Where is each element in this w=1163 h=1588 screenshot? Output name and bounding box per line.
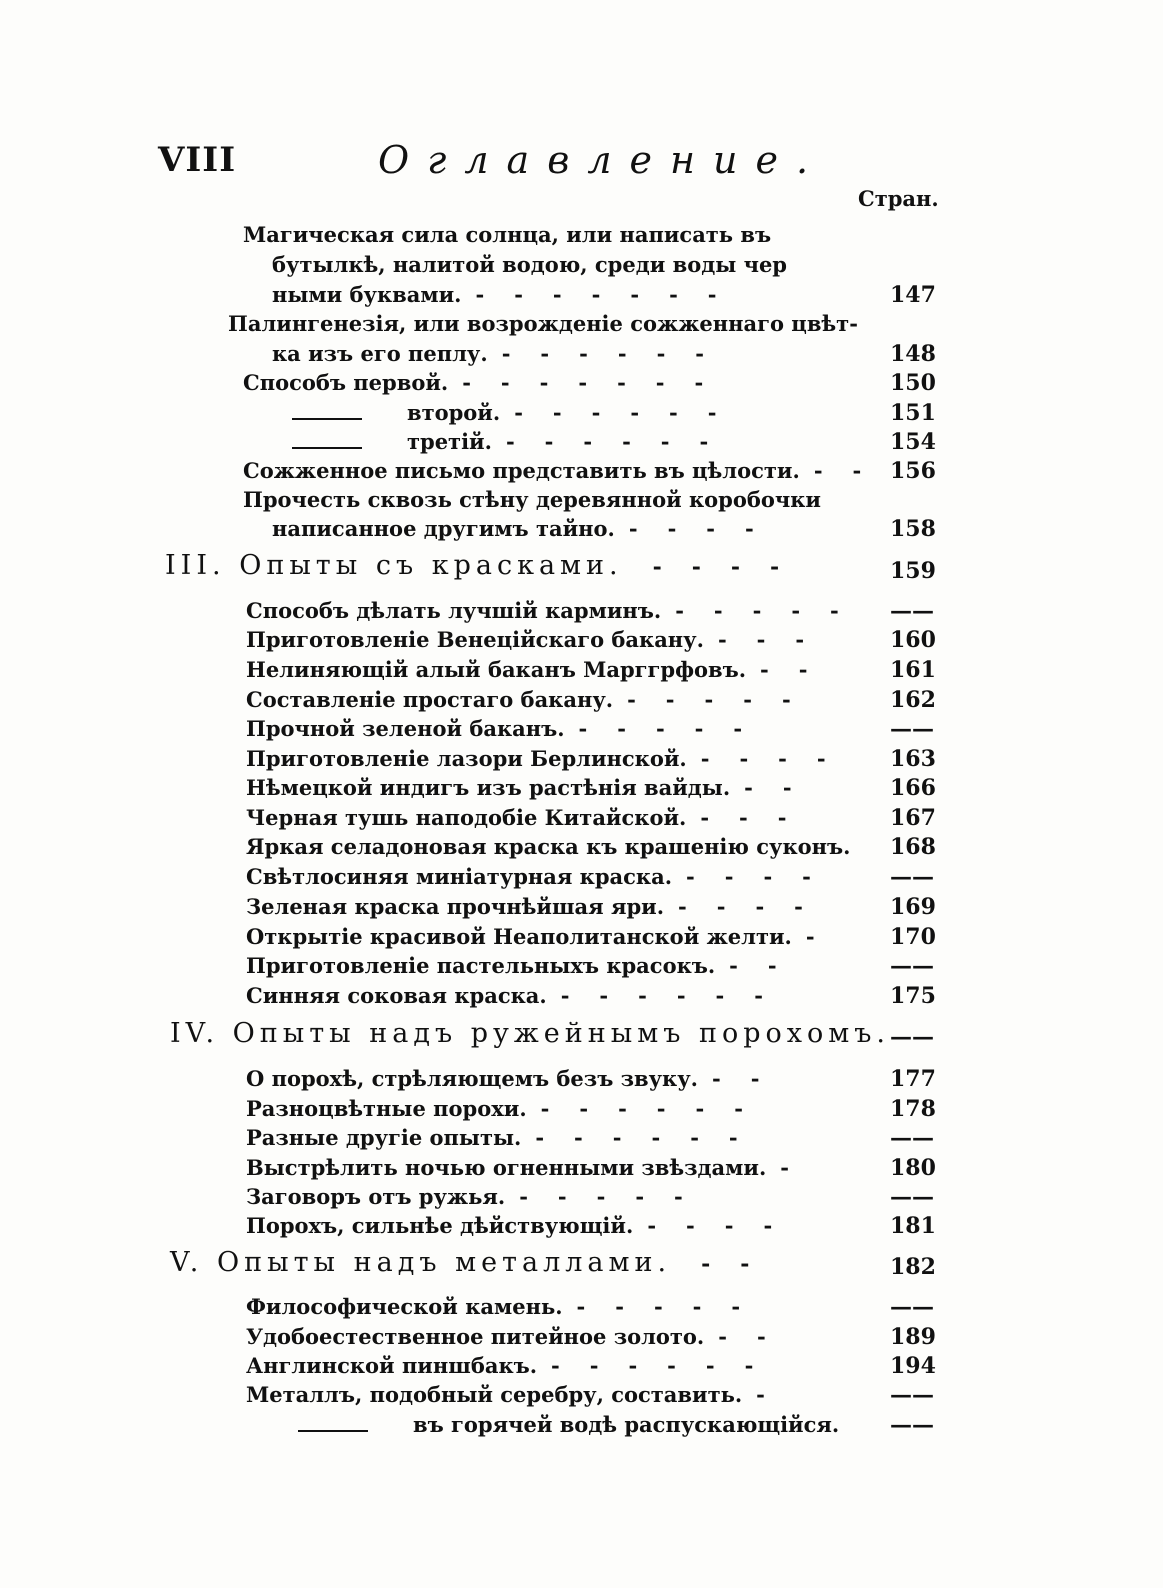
toc-entry: третій. ------ bbox=[292, 429, 872, 454]
toc-page-number: 154 bbox=[890, 429, 936, 455]
toc-entry-text: третій. bbox=[407, 429, 492, 454]
toc-entry-text: Удобоестественное питейное золото. bbox=[246, 1324, 705, 1349]
toc-entry-text: Приготовленіе Венеційскаго бакану. bbox=[246, 627, 704, 652]
toc-entry: ными буквами. ------- bbox=[272, 282, 747, 307]
section-number: III. bbox=[165, 550, 226, 581]
toc-entry: Способъ дѣлать лучшій карминъ. ----- bbox=[246, 598, 869, 623]
toc-page-number: —— bbox=[890, 1184, 934, 1210]
toc-entry-text: Разные другіе опыты. bbox=[246, 1125, 522, 1150]
toc-page-number: 194 bbox=[890, 1353, 936, 1379]
section-page-number: —— bbox=[890, 1024, 934, 1050]
toc-page-number: 180 bbox=[890, 1155, 936, 1181]
page-title: Оглавление. bbox=[378, 138, 827, 182]
toc-entry bbox=[246, 834, 886, 859]
ditto-dash bbox=[292, 418, 362, 420]
toc-page-number: —— bbox=[890, 598, 934, 624]
toc-entry: написанное другимъ тайно. ---- bbox=[272, 516, 784, 541]
toc-entry-text: Составленіе простаго бакану. bbox=[246, 687, 614, 712]
toc-page-number: 161 bbox=[890, 657, 936, 683]
toc-entry-text: Философической камень. bbox=[246, 1294, 563, 1319]
section-number: V. bbox=[170, 1247, 204, 1278]
toc-entry: Удобоестественное питейное золото. -- bbox=[246, 1324, 796, 1349]
toc-entry: Составленіе простаго бакану. ----- bbox=[246, 687, 821, 712]
section-title: Опыты съ красками. bbox=[239, 550, 623, 581]
toc-entry-text: О порохѣ, стрѣляющемъ безъ звуку. bbox=[246, 1066, 698, 1091]
toc-entry-text: Разноцвѣтные порохи. bbox=[246, 1096, 527, 1121]
toc-entry-text: Синняя соковая краска. bbox=[246, 983, 547, 1008]
toc-entry-text: Прочной зеленой баканъ. bbox=[246, 716, 565, 741]
toc-page-number: 170 bbox=[890, 924, 936, 950]
page-column-heading: Стран. bbox=[858, 186, 939, 211]
toc-page-number: 163 bbox=[890, 746, 936, 772]
toc-entry: Нелиняющій алый баканъ Марггрфовъ. -- bbox=[246, 657, 838, 682]
toc-entry-text: ка изъ его пеплу. bbox=[272, 341, 488, 366]
toc-entry: Черная тушь наподобіе Китайской. --- bbox=[246, 805, 817, 830]
toc-page-number: 156 bbox=[890, 458, 936, 484]
toc-page-number: 168 bbox=[890, 834, 936, 860]
toc-entry-text: Прочесть сквозь стѣну деревянной коробочки bbox=[243, 487, 821, 512]
toc-entry-text: Нѣмецкой индигъ изъ растѣнія вайды. bbox=[246, 775, 731, 800]
ditto-dash bbox=[292, 447, 362, 449]
toc-entry: ка изъ его пеплу. ------ bbox=[272, 341, 734, 366]
toc-page-number: 189 bbox=[890, 1324, 936, 1350]
toc-entry: Порохъ, сильнѣе дѣйствующій. ---- bbox=[246, 1213, 803, 1238]
toc-entry-text: написанное другимъ тайно. bbox=[272, 516, 615, 541]
toc-entry-text: Приготовленіе пастельныхъ красокъ. bbox=[246, 953, 716, 978]
toc-entry-text: бутылкѣ, налитой водою, среди воды чер bbox=[272, 252, 787, 277]
section-number: IV. bbox=[170, 1018, 220, 1049]
toc-entry-text: Нелиняющій алый баканъ Марггрфовъ. bbox=[246, 657, 747, 682]
toc-entry-text: Яркая селадоновая краска къ крашенію суконъ. bbox=[246, 834, 851, 859]
toc-page-number: 178 bbox=[890, 1096, 936, 1122]
toc-entry-text: Приготовленіе лазори Берлинской. bbox=[246, 746, 687, 771]
toc-entry-text: Сожженное письмо представить въ цѣлости. bbox=[243, 458, 800, 483]
toc-page-number: 177 bbox=[890, 1066, 936, 1092]
toc-page-number: 147 bbox=[890, 282, 936, 308]
toc-entry-text: Свѣтлосиняя миніатурная краска. bbox=[246, 864, 673, 889]
toc-page-number: —— bbox=[890, 1294, 934, 1320]
toc-entry: второй. ------ bbox=[292, 400, 872, 425]
toc-entry: Свѣтлосиняя миніатурная краска. ---- bbox=[246, 864, 841, 889]
toc-entry-text: Способъ первой. bbox=[243, 370, 449, 395]
toc-entry-text: въ горячей водѣ распускающійся. bbox=[413, 1412, 840, 1437]
toc-page-number: —— bbox=[890, 1125, 934, 1151]
toc-page-number: 166 bbox=[890, 775, 936, 801]
toc-entry: Прочной зеленой баканъ. ----- bbox=[246, 716, 773, 741]
toc-entry: О порохѣ, стрѣляющемъ безъ звуку. -- bbox=[246, 1066, 790, 1091]
toc-entry-text: Способъ дѣлать лучшій карминъ. bbox=[246, 598, 662, 623]
toc-page-number: 162 bbox=[890, 687, 936, 713]
toc-entry-text: Черная тушь наподобіе Китайской. bbox=[246, 805, 687, 830]
toc-page-number: —— bbox=[890, 716, 934, 742]
toc-entry: Заговоръ отъ ружья. ----- bbox=[246, 1184, 713, 1209]
toc-entry: Зеленая краска прочнѣйшая яри. ---- bbox=[246, 894, 833, 919]
toc-entry: Нѣмецкой индигъ изъ растѣнія вайды. -- bbox=[246, 775, 822, 800]
ditto-dash bbox=[298, 1430, 368, 1432]
toc-entry: Философической камень. ----- bbox=[246, 1294, 771, 1319]
toc-entry: Синняя соковая краска. ------ bbox=[246, 983, 793, 1008]
toc-entry: Англинской пиншбакъ. ------ bbox=[246, 1353, 784, 1378]
toc-page-number: 158 bbox=[890, 516, 936, 542]
toc-entry bbox=[298, 1412, 872, 1437]
toc-entry: Разные другіе опыты. ------ bbox=[246, 1125, 768, 1150]
section-heading: V. Опыты надъ металлами. -- bbox=[170, 1247, 780, 1278]
toc-page-number: 151 bbox=[890, 400, 936, 426]
toc-page-number: 150 bbox=[890, 370, 936, 396]
toc-entry-text: Англинской пиншбакъ. bbox=[246, 1353, 538, 1378]
toc-entry: Сожженное письмо представить въ цѣлости. -- bbox=[243, 458, 892, 483]
toc-page-number: —— bbox=[890, 1412, 934, 1438]
toc-entry: Разноцвѣтные порохи. ------ bbox=[246, 1096, 773, 1121]
toc-entry: Приготовленіе Венеційскаго бакану. --- bbox=[246, 627, 835, 652]
toc-entry: Способъ первой. ------- bbox=[243, 370, 734, 395]
section-title: Опыты надъ металлами. bbox=[216, 1247, 672, 1278]
toc-entry-text: ными буквами. bbox=[272, 282, 462, 307]
section-title: Опыты надъ ружейнымъ порохомъ. bbox=[232, 1018, 890, 1049]
toc-page-number: 181 bbox=[890, 1213, 936, 1239]
toc-entry-text: Палингенезія, или возрожденіе сожженнаго цвѣт- bbox=[228, 311, 858, 336]
toc-entry-text: Порохъ, сильнѣе дѣйствующій. bbox=[246, 1213, 634, 1238]
toc-page-number: 148 bbox=[890, 341, 936, 367]
toc-page-number: —— bbox=[890, 864, 934, 890]
toc-page-number: 169 bbox=[890, 894, 936, 920]
toc-entry-text: Магическая сила солнца, или написать въ bbox=[243, 222, 772, 247]
section-page-number: 182 bbox=[890, 1254, 936, 1280]
folio-number: VIII bbox=[158, 140, 237, 180]
section-heading: III. Опыты съ красками. ---- bbox=[165, 550, 810, 581]
toc-entry-text: Металлъ, подобный серебру, составить. bbox=[246, 1382, 743, 1407]
toc-entry-text: Зеленая краска прочнѣйшая яри. bbox=[246, 894, 665, 919]
section-page-number: 159 bbox=[890, 558, 936, 584]
toc-entry-text: второй. bbox=[407, 400, 501, 425]
toc-entry-text: Заговоръ отъ ружья. bbox=[246, 1184, 506, 1209]
toc-entry: Выстрѣлить ночью огненными звѣздами. - bbox=[246, 1155, 819, 1180]
toc-entry: Открытіе красивой Неаполитанской желти. - bbox=[246, 924, 845, 949]
toc-entry: Металлъ, подобный серебру, составить. - bbox=[246, 1382, 795, 1407]
toc-entry-text: Открытіе красивой Неаполитанской желти. bbox=[246, 924, 792, 949]
toc-page-number: 175 bbox=[890, 983, 936, 1009]
toc-entry: Приготовленіе лазори Берлинской. ---- bbox=[246, 746, 856, 771]
toc-entry: Приготовленіе пастельныхъ красокъ. -- bbox=[246, 953, 807, 978]
toc-entry-text: Выстрѣлить ночью огненными звѣздами. bbox=[246, 1155, 767, 1180]
toc-page-number: 160 bbox=[890, 627, 936, 653]
toc-page-number: —— bbox=[890, 1382, 934, 1408]
toc-page-number: —— bbox=[890, 953, 934, 979]
section-heading bbox=[170, 1018, 890, 1049]
toc-page-number: 167 bbox=[890, 805, 936, 831]
